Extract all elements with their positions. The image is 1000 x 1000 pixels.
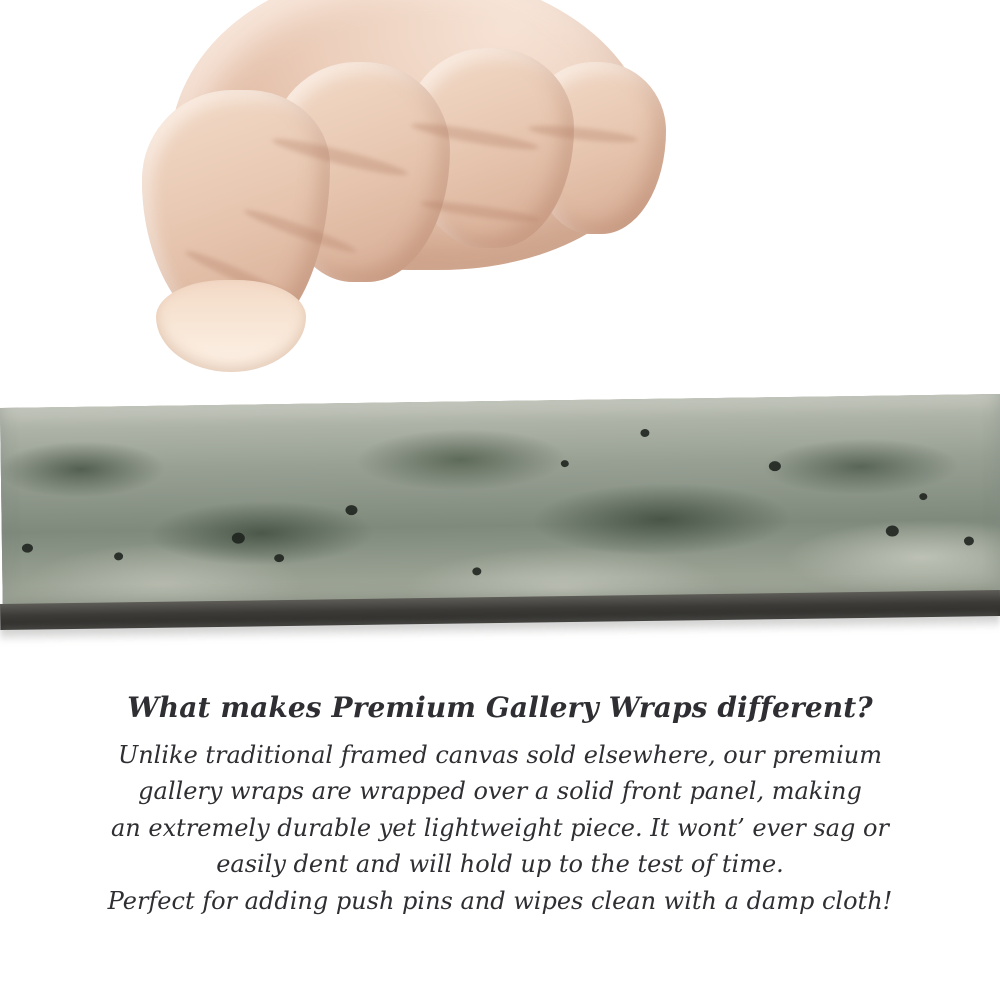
canvas-speck	[640, 429, 649, 437]
hand-illustration	[120, 0, 680, 440]
canvas-speck	[886, 525, 899, 536]
canvas-speck	[232, 533, 245, 544]
canvas-speck	[22, 544, 33, 553]
canvas-print-surface	[0, 394, 1000, 616]
canvas-speck	[274, 554, 284, 562]
caption-line-4: easily dent and will hold up to the test of time.	[216, 850, 784, 879]
caption-line-5: Perfect for adding push pins and wipes clean with a damp cloth!	[107, 886, 893, 915]
caption-block	[0, 690, 1000, 919]
canvas-speck	[919, 493, 927, 500]
thumbnail	[156, 280, 306, 372]
canvas-speck	[345, 505, 357, 515]
canvas-speck	[769, 461, 781, 471]
gallery-wrap-canvas	[0, 408, 1000, 653]
canvas-speck	[964, 536, 974, 545]
canvas-speck	[114, 552, 123, 560]
canvas-speck	[472, 567, 481, 575]
caption-line-1: Unlike traditional framed canvas sold elsewhere, our premium	[117, 741, 882, 769]
caption-heading: What makes Premium Gallery Wraps different?	[127, 691, 873, 724]
caption-line-3: an extremely durable yet lightweight piece. It wont’ ever sag or	[111, 813, 889, 842]
canvas-speck	[561, 460, 569, 467]
caption-line-2: gallery wraps are wrapped over a solid front panel, making	[138, 777, 862, 806]
